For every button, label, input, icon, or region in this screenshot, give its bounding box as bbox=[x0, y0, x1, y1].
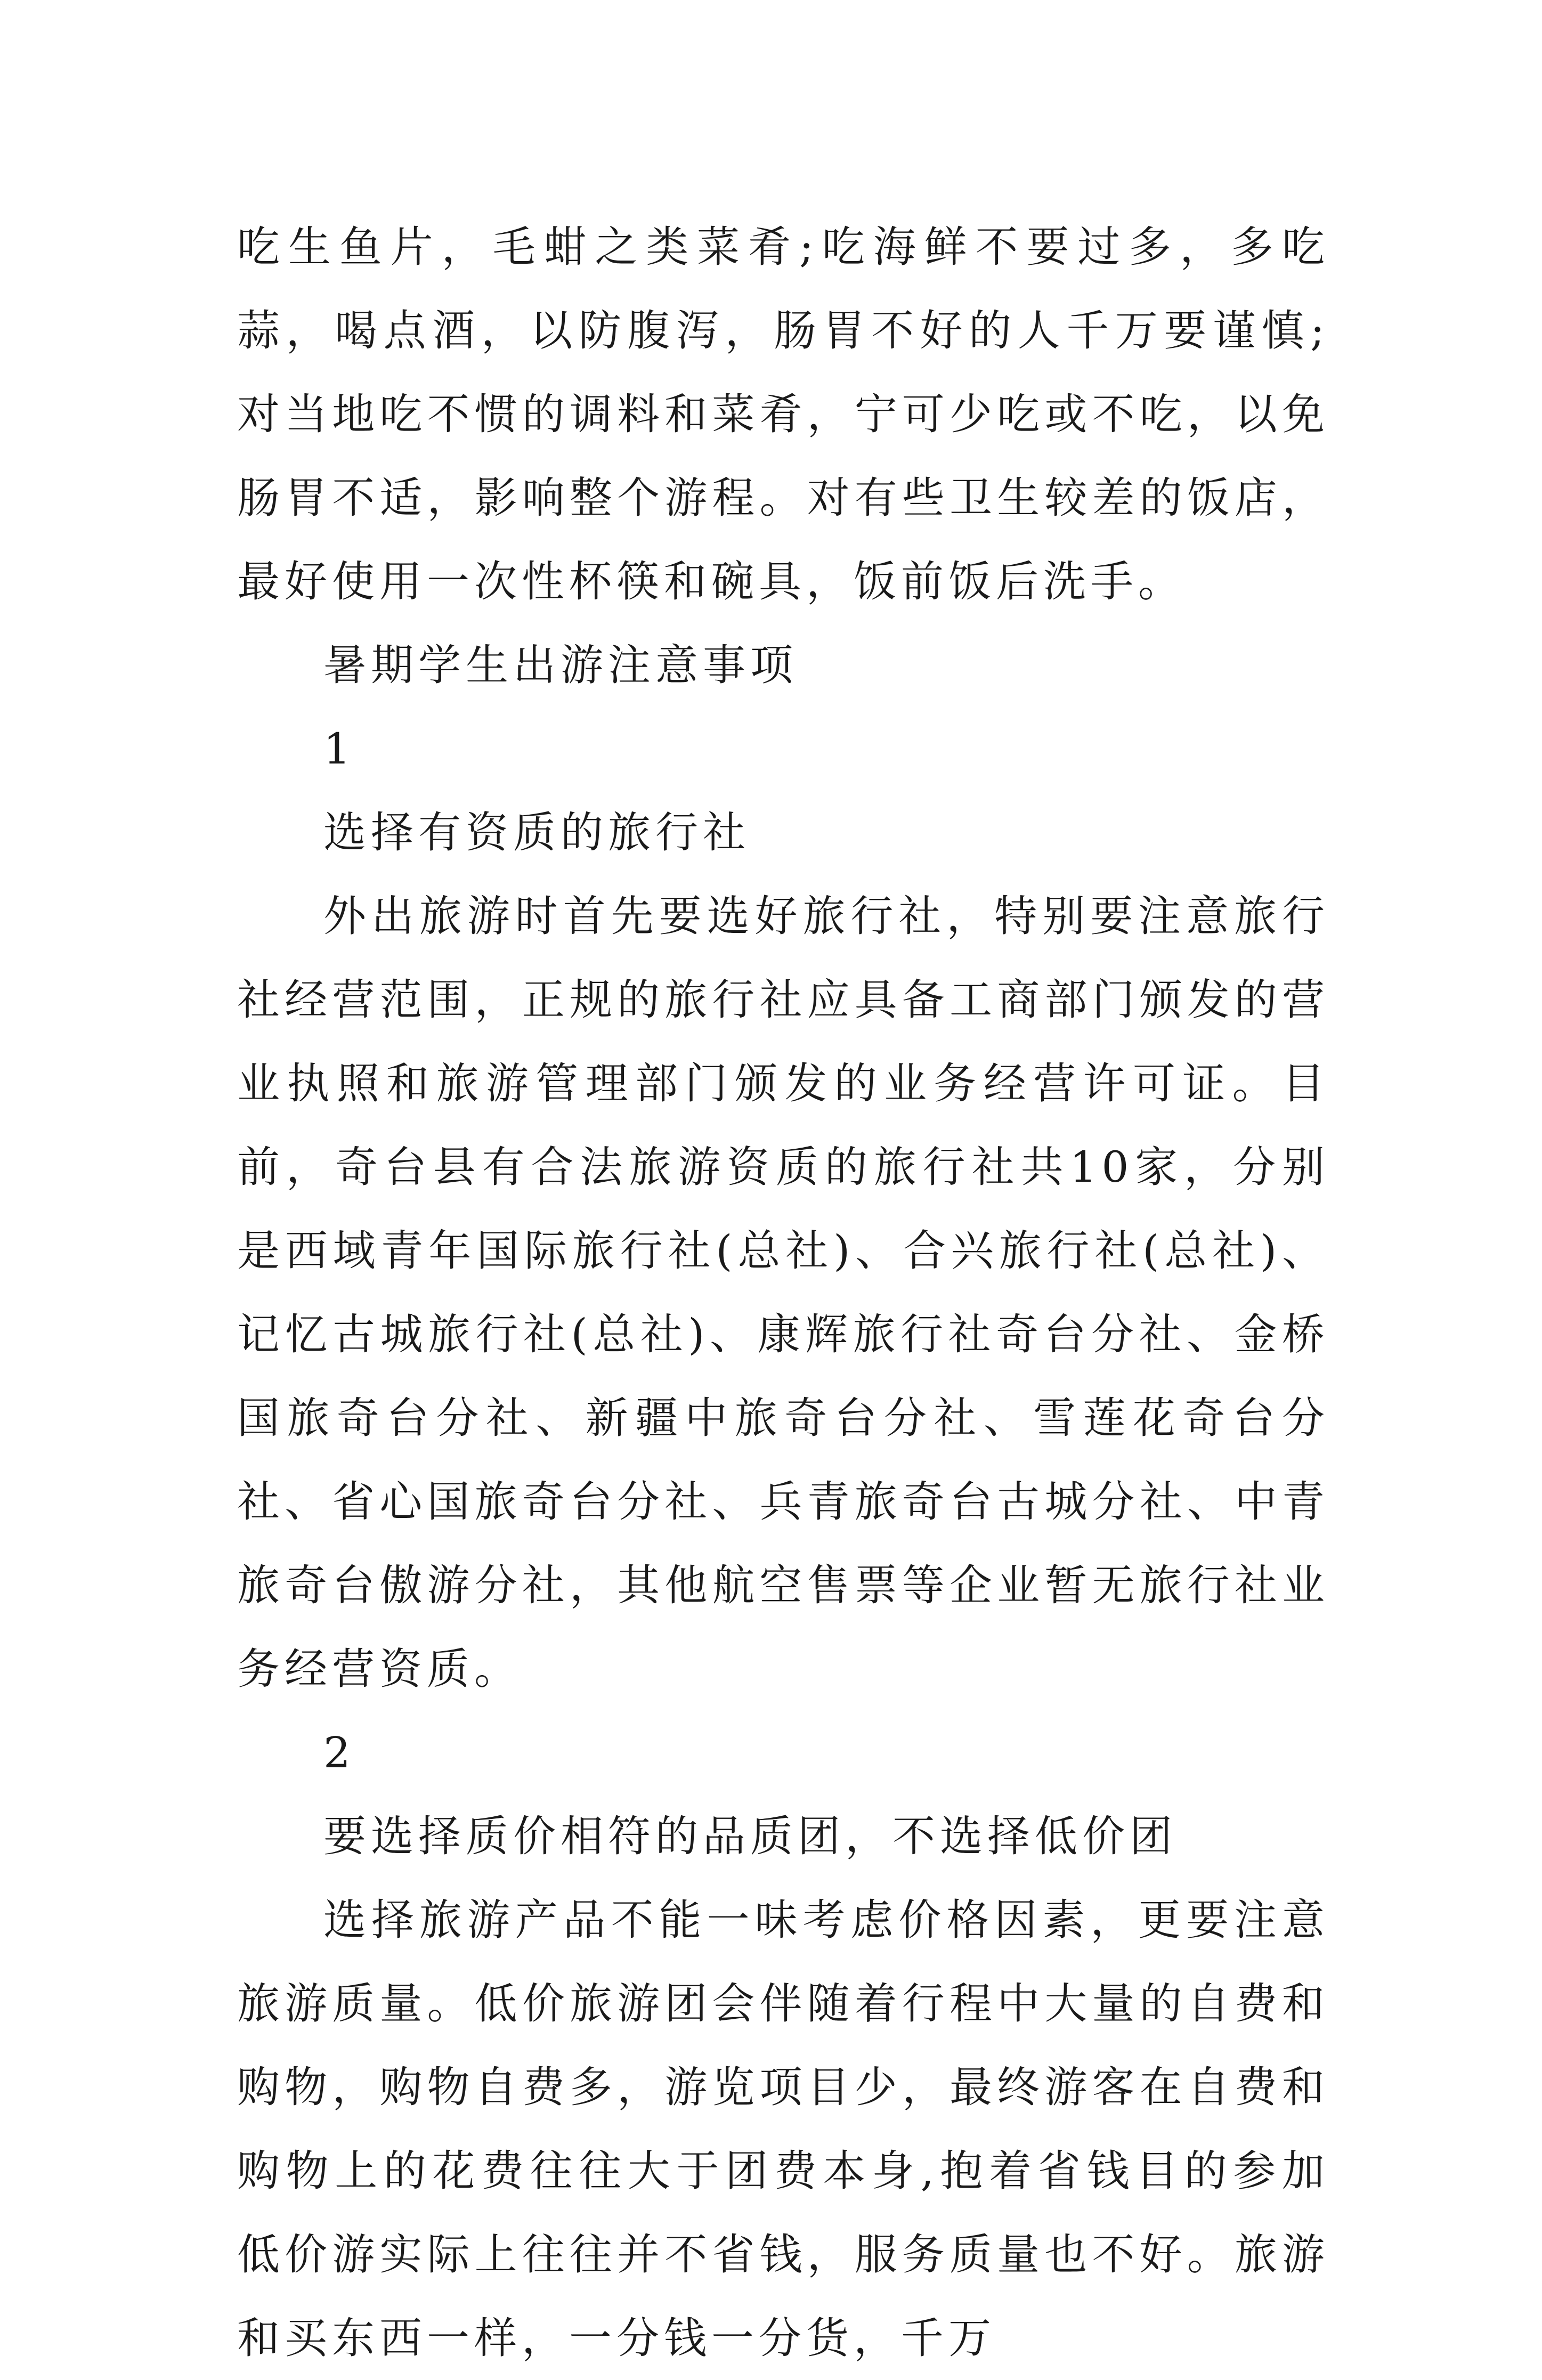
item-number-2: 2 bbox=[323, 1728, 355, 1777]
item-number-1: 1 bbox=[323, 724, 355, 774]
document-body bbox=[237, 205, 1329, 2380]
paragraph-food-safety-continued: 吃生鱼片，毛蚶之类菜肴;吃海鲜不要过多，多吃蒜，喝点酒，以防腹泻，肠胃不好的人千万要谨慎;对当地吃不惯的调料和菜肴，宁可少吃或不吃，以免肠胃不适，影响整个游程。对有些卫生较差的饭店，最好使用一次性杯筷和碗具，饭前饭后洗手。 bbox=[237, 222, 1329, 606]
item-heading-1: 选择有资质的旅行社 bbox=[323, 808, 750, 857]
item-heading-2: 要选择质价相符的品质团，不选择低价团 bbox=[323, 1812, 1177, 1861]
paragraph-quality-tour: 选择旅游产品不能一味考虑价格因素，更要注意旅游质量。低价旅游团会伴随着行程中大量的自费和购物，购物自费多，游览项目少，最终游客在自费和购物上的花费往往大于团费本身,抱着省钱目的参加低价游实际上往往并不省钱，服务质量也不好。旅游和买东西一样，一分钱一分货，千万 bbox=[237, 1895, 1329, 2363]
section-heading: 暑期学生出游注意事项 bbox=[323, 640, 798, 690]
paragraph-travel-agency: 外出旅游时首先要选好旅行社，特别要注意旅行社经营范围，正规的旅行社应具备工商部门颁发的营业执照和旅游管理部门颁发的业务经营许可证。目前，奇台县有合法旅游资质的旅行社共10家，分别是西域青年国际旅行社(总社)、合兴旅行社(总社)、记忆古城旅行社(总社)、康辉旅行社奇台分社、金桥国旅奇台分社、新疆中旅奇台分社、雪莲花奇台分社、省心国旅奇台分社、兵青旅奇台古城分社、中青旅奇台傲游分社，其他航空售票等企业暂无旅行社业务经营资质。 bbox=[237, 891, 1329, 1694]
